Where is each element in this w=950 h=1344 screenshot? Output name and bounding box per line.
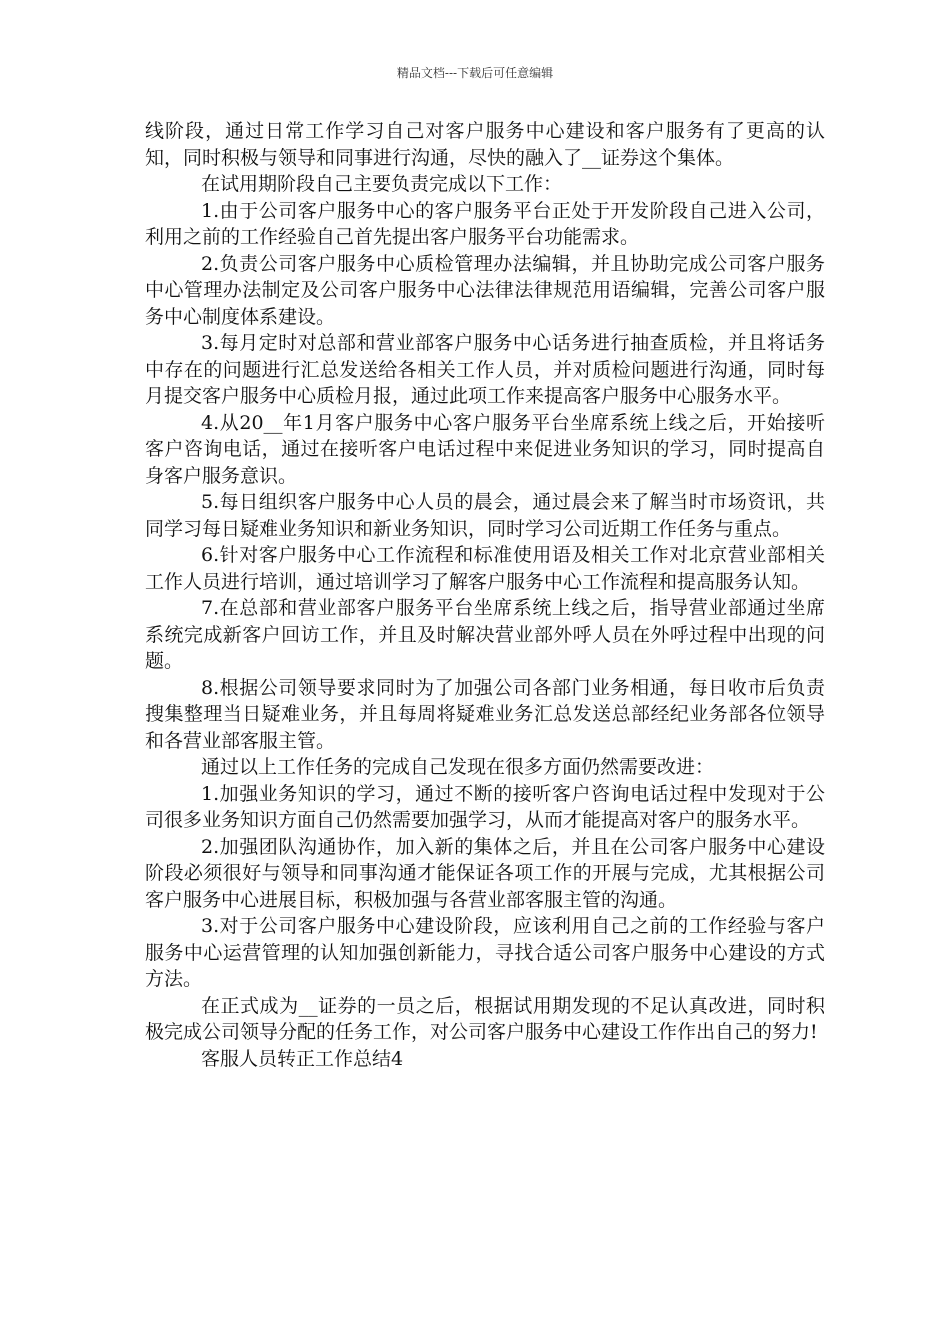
paragraph: 8.根据公司领导要求同时为了加强公司各部门业务相通，每日收市后负责搜集整理当日疑难业务，并且每周将疑难业务汇总发送总部经纪业务部各位领导和各营业部客服主管。	[145, 676, 825, 752]
paragraph: 通过以上工作任务的完成自己发现在很多方面仍然需要改进：	[201, 756, 715, 778]
paragraph: 2.负责公司客户服务中心质检管理办法编辑，并且协助完成公司客户服务中心管理办法制定及公司客户服务中心法律法律规范用语编辑，完善公司客户服务中心制度体系建设。	[145, 252, 825, 328]
paragraph: 4.从20__年1月客户服务中心客户服务平台坐席系统上线之后，开始接听客户咨询电话，通过在接听客户电话过程中来促进业务知识的学习，同时提高自身客户服务意识。	[145, 411, 825, 487]
paragraph: 7.在总部和营业部客户服务平台坐席系统上线之后，指导营业部通过坐席系统完成新客户回访工作，并且及时解决营业部外呼人员在外呼过程中出现的问题。	[145, 597, 825, 672]
paragraph: 线阶段，通过日常工作学习自己对客户服务中心建设和客户服务有了更高的认知，同时积极与领导和同事进行沟通，尽快的融入了__证券这个集体。	[145, 120, 825, 169]
paragraph: 6.针对客户服务中心工作流程和标准使用语及相关工作对北京营业部相关工作人员进行培训，通过培训学习了解客户服务中心工作流程和提高服务认知。	[145, 544, 825, 593]
paragraph: 2.加强团队沟通协作，加入新的集体之后，并且在公司客户服务中心建设阶段必须很好与领导和同事沟通才能保证各项工作的开展与完成，尤其根据公司客户服务中心进展目标，积极加强与各营业部客服主管的沟通。	[145, 835, 825, 911]
paragraph: 1.由于公司客户服务中心的客户服务平台正处于开发阶段自己进入公司，利用之前的工作经验自己首先提出客户服务平台功能需求。	[145, 199, 825, 248]
paragraph: 1.加强业务知识的学习，通过不断的接听客户咨询电话过程中发现对于公司很多业务知识方面自己仍然需要加强学习，从而才能提高对客户的服务水平。	[145, 782, 825, 831]
paragraph: 3.每月定时对总部和营业部客户服务中心话务进行抽查质检，并且将话务中存在的问题进行汇总发送给各相关工作人员，并对质检问题进行沟通，同时每月提交客户服务中心质检月报，通过此项工作来提高客户服务中心服务水平。	[145, 332, 825, 407]
paragraph: 3.对于公司客户服务中心建设阶段，应该利用自己之前的工作经验与客户服务中心运营管理的认知加强创新能力，寻找合适公司客户服务中心建设的方式方法。	[145, 915, 825, 990]
paragraph: 5.每日组织客户服务中心人员的晨会，通过晨会来了解当时市场资讯，共同学习每日疑难业务知识和新业务知识，同时学习公司近期工作任务与重点。	[145, 491, 825, 540]
document-body	[145, 118, 825, 1072]
paragraph: 在正式成为__证券的一员之后，根据试用期发现的不足认真改进，同时积极完成公司领导分配的任务工作，对公司客户服务中心建设工作作出自己的努力!	[145, 994, 825, 1043]
section-heading: 客服人员转正工作总结4	[201, 1047, 404, 1070]
paragraph: 在试用期阶段自己主要负责完成以下工作：	[201, 173, 563, 195]
page-header: 精品文档---下载后可任意编辑	[396, 66, 554, 80]
